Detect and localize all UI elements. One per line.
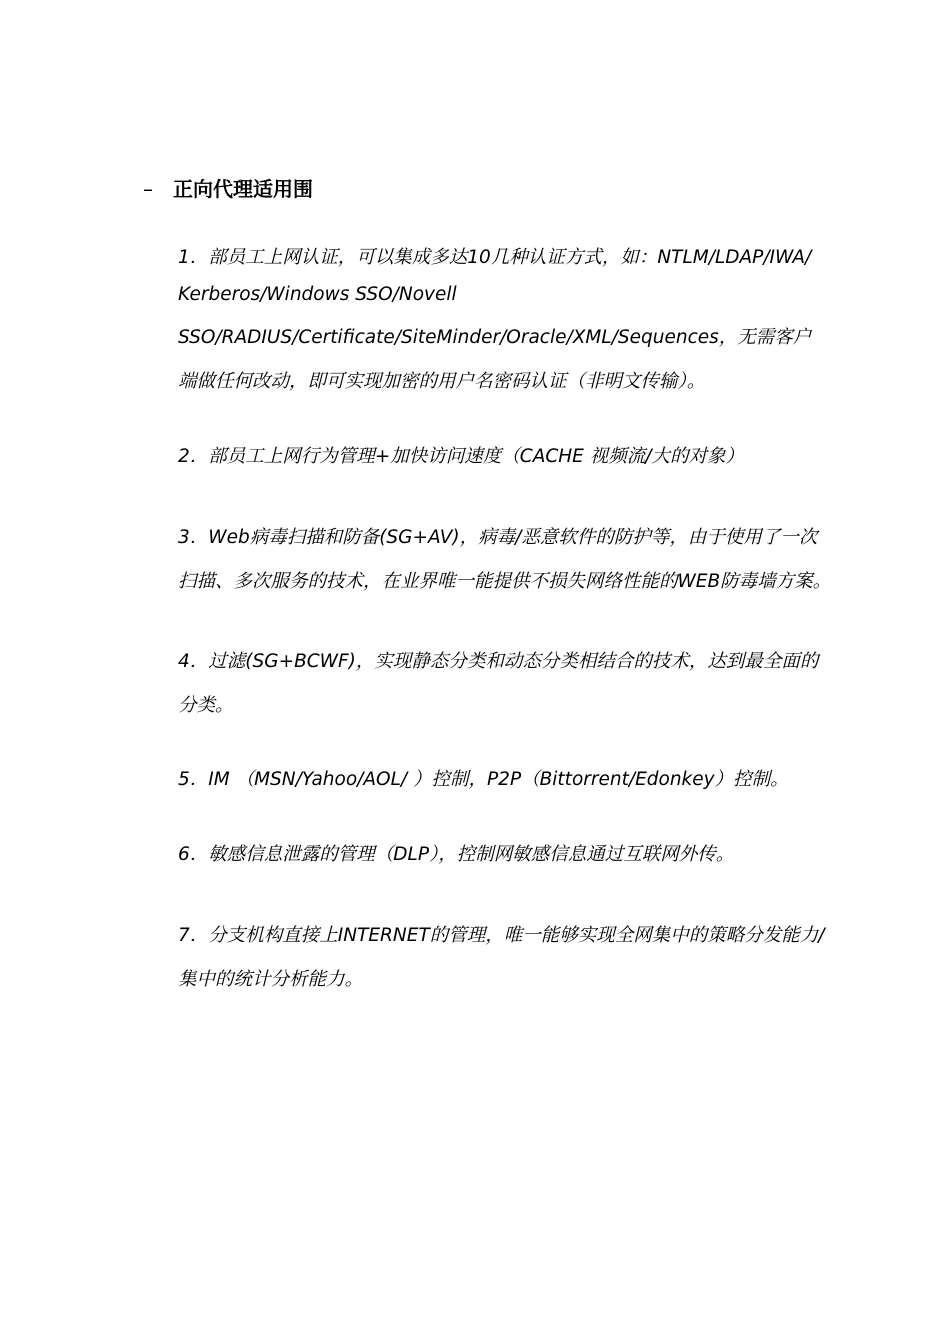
heading-dash: –: [143, 177, 153, 201]
list-item-5: [178, 761, 858, 798]
section-heading: [143, 175, 313, 203]
list-item-1: [178, 239, 858, 400]
list-item-2: [178, 438, 858, 475]
list-item-6: [178, 836, 858, 873]
list-item-line: 7．分支机构直接上INTERNET的管理，唯一能够实现全网集中的策略分发能力/: [178, 925, 825, 946]
list-item-line: 2．部员工上网行为管理+加快访问速度（CACHE 视频流/大的对象）: [178, 446, 744, 467]
heading-title: 正向代理适用围: [173, 177, 313, 201]
list-item-line: SSO/RADIUS/Certificate/SiteMinder/Oracle/XML/Sequences，无需客户: [178, 327, 812, 348]
list-item-line: 6．敏感信息泄露的管理（DLP），控制网敏感信息通过互联网外传。: [178, 844, 735, 865]
list-item-7: [178, 911, 858, 998]
list-item-line: 4．过滤(SG+BCWF)，实现静态分类和动态分类相结合的技术，达到最全面的: [178, 651, 819, 672]
list-item-line: 集中的统计分析能力。: [178, 969, 364, 990]
list-item-line: 端做任何改动，即可实现加密的用户名密码认证（非明文传输）。: [178, 371, 706, 392]
list-item-line: Kerberos/Windows SSO/Novell: [178, 284, 457, 305]
list-item-line: 扫描、多次服务的技术，在业界唯一能提供不损失网络性能的WEB防毒墙方案。: [178, 571, 832, 592]
list-item-line: 3．Web病毒扫描和防备(SG+AV)，病毒/恶意软件的防护等，由于使用了一次: [178, 527, 818, 548]
list-item-3: [178, 513, 858, 600]
list-item-line: 1．部员工上网认证，可以集成多达10几种认证方式，如：NTLM/LDAP/IWA/: [178, 247, 812, 268]
list-item-4: [178, 637, 858, 724]
list-item-line: 5．IM （MSN/Yahoo/AOL/ ）控制，P2P（Bittorrent/Edonkey）控制。: [178, 769, 789, 790]
list-item-line: 分类。: [178, 695, 234, 716]
